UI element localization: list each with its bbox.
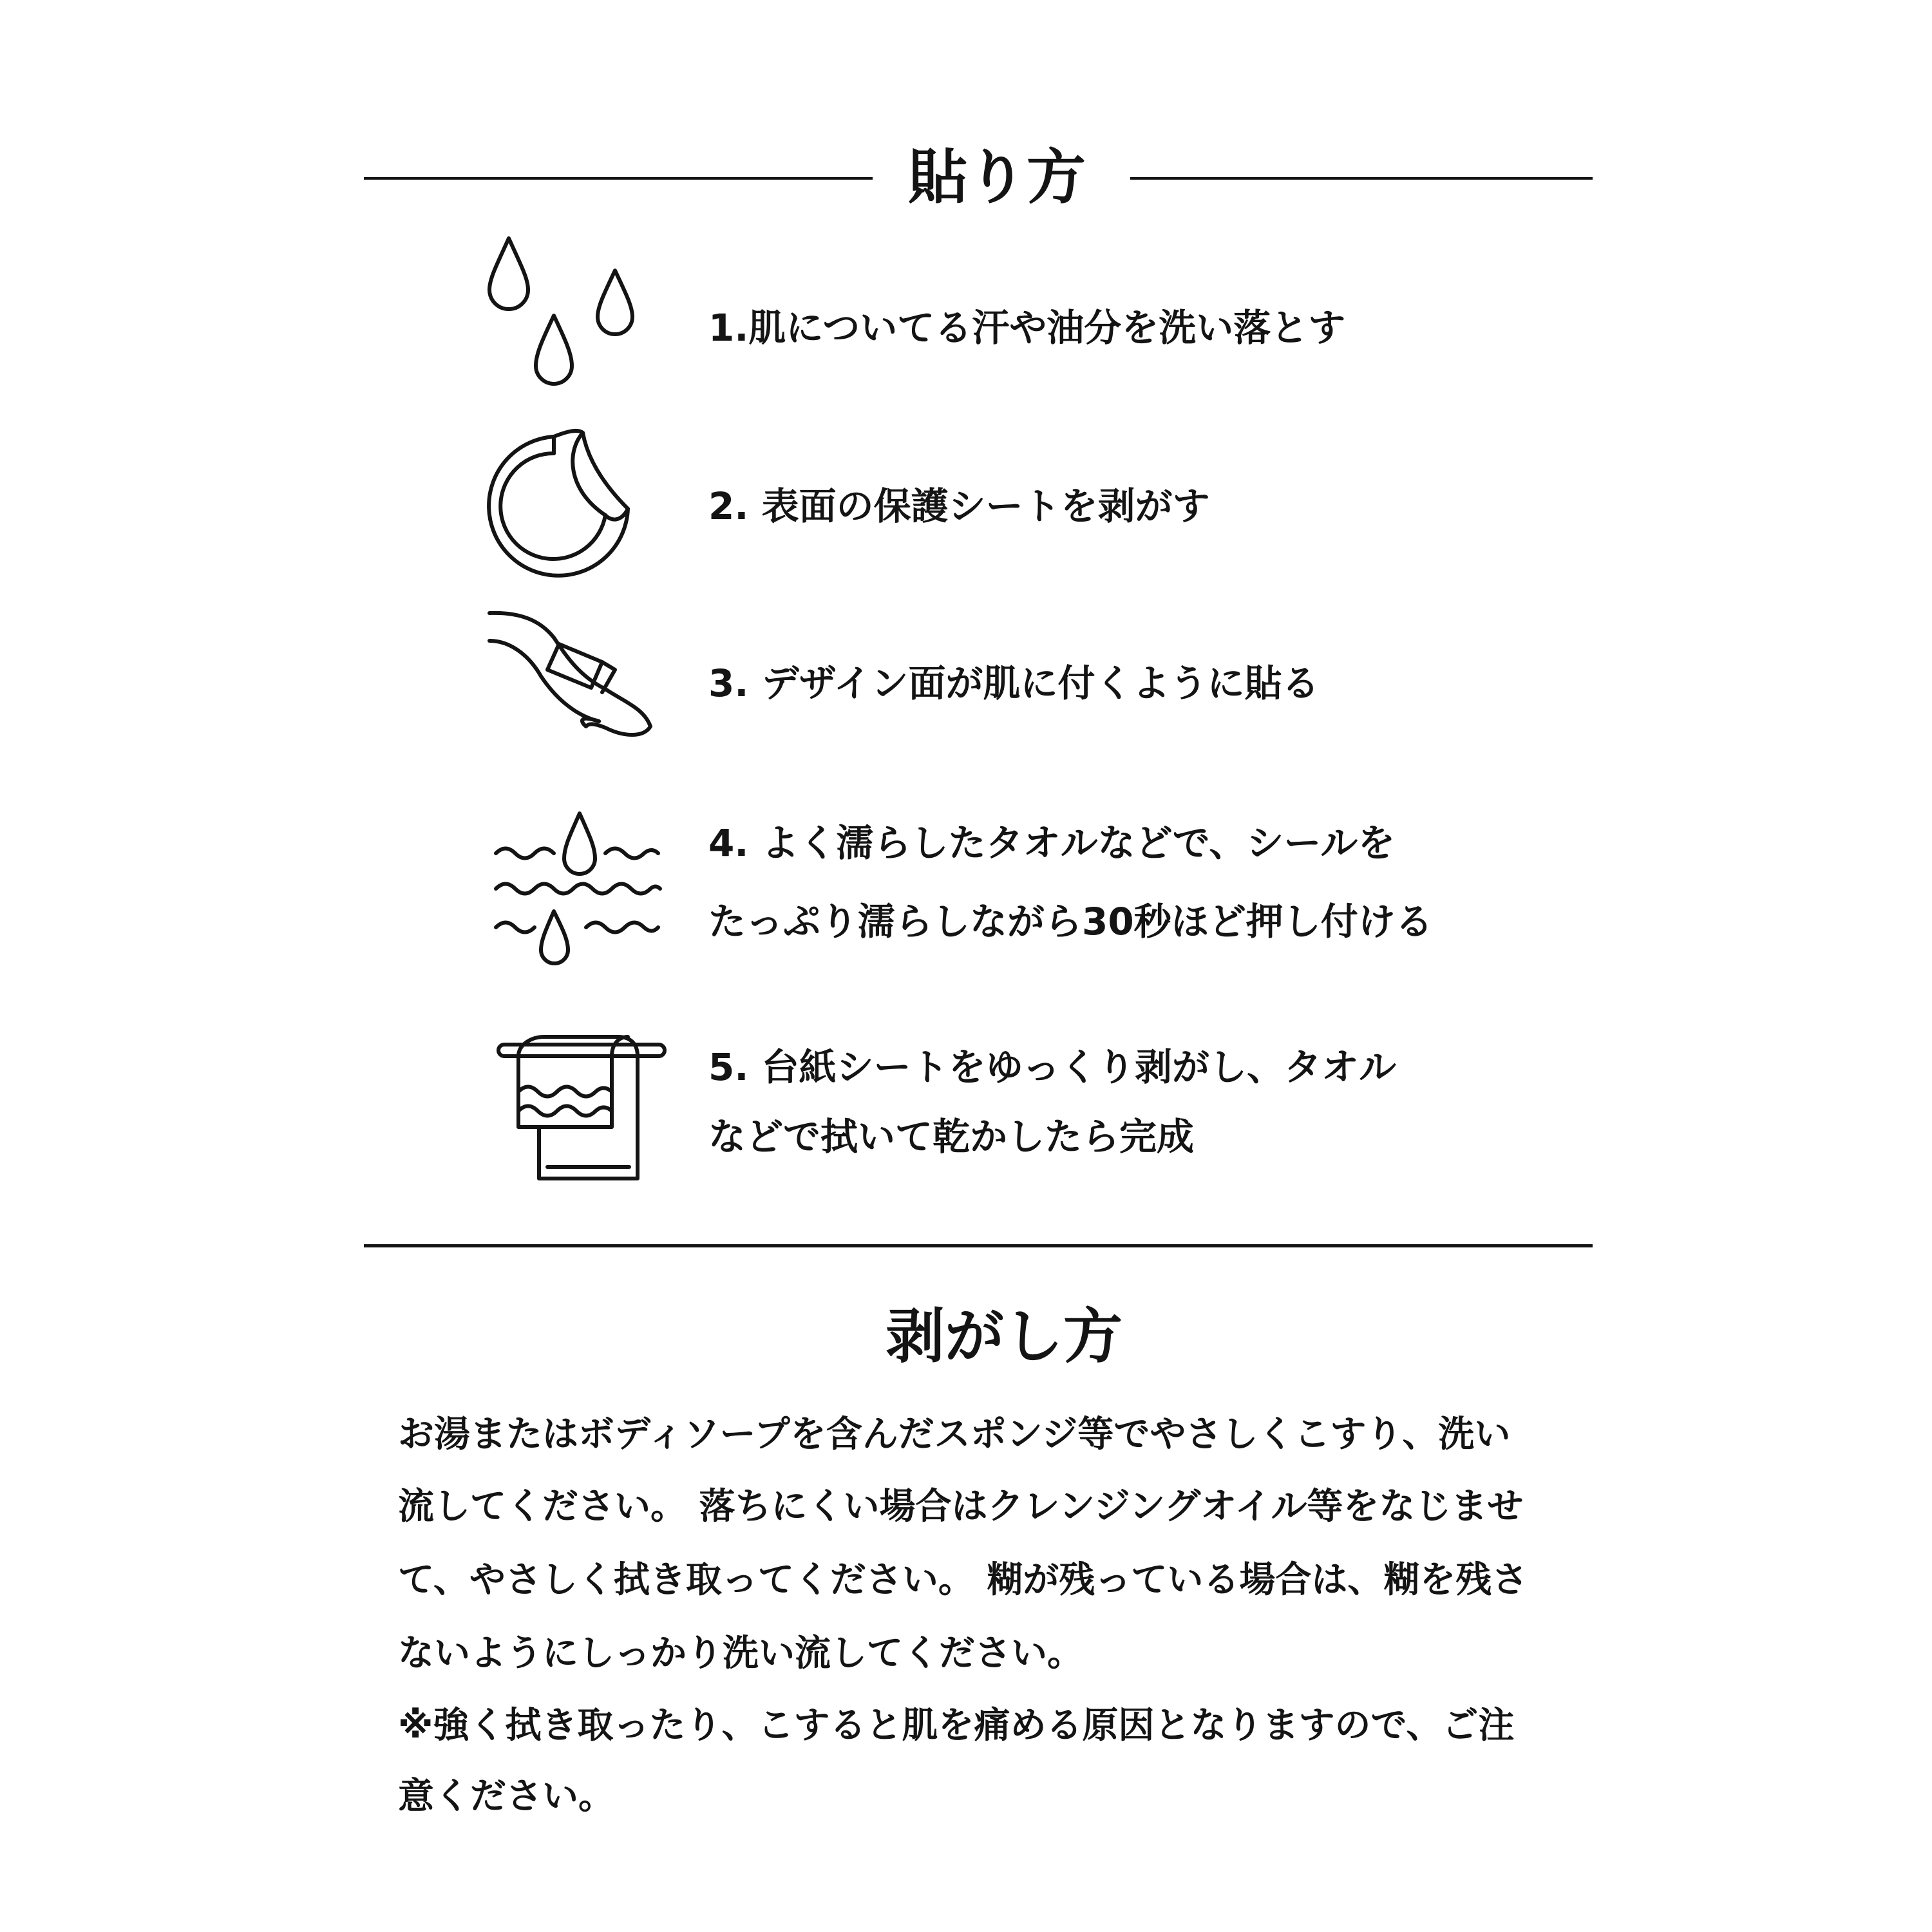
removal-line-1: お湯またはボディソープを含んだスポンジ等でやさしくこすり、洗い [398,1414,1511,1455]
title-rule-right [1130,177,1593,180]
step-5-line-1: 5. 台紙シートをゆっくり剥がし、タオル [708,1045,1397,1089]
step-4-line-1: 4. よく濡らしたタオルなどで、シールを [708,821,1396,865]
step-3-line-1: 3. デザイン面が肌に付くように貼る [708,661,1320,705]
peeling-sticker-icon [483,425,638,580]
page-title: 貼り方 [908,143,1086,212]
step-2-line-1: 2. 表面の保護シートを剥がす [708,484,1210,528]
removal-caution-line-2: 意ください。 [398,1776,614,1817]
removal-title: 剥がし方 [886,1302,1123,1371]
arm-sticker-icon [483,605,663,747]
water-drops-icon [483,232,650,393]
removal-line-3: て、やさしく拭き取ってください。 糊が残っている場合は、糊を残さ [398,1559,1528,1601]
removal-line-4: ないようにしっかり洗い流してください。 [398,1633,1083,1674]
step-5-line-2: などで拭いて乾かしたら完成 [708,1115,1195,1159]
step-1-line-1: 1.肌についてる汗や油分を洗い落とす [708,306,1346,350]
section-divider [364,1244,1593,1247]
wet-towel-water-icon [489,808,670,969]
towel-rack-icon [493,1030,670,1182]
removal-line-2: 流してください。 落ちにくい場合はクレンジングオイル等をなじませ [398,1486,1524,1528]
step-4-line-2: たっぷり濡らしながら30秒ほど押し付ける [708,900,1433,943]
removal-caution-line-1: ※強く拭き取ったり、こすると肌を痛める原因となりますので、ご注 [398,1705,1515,1747]
title-rule-left [364,177,873,180]
